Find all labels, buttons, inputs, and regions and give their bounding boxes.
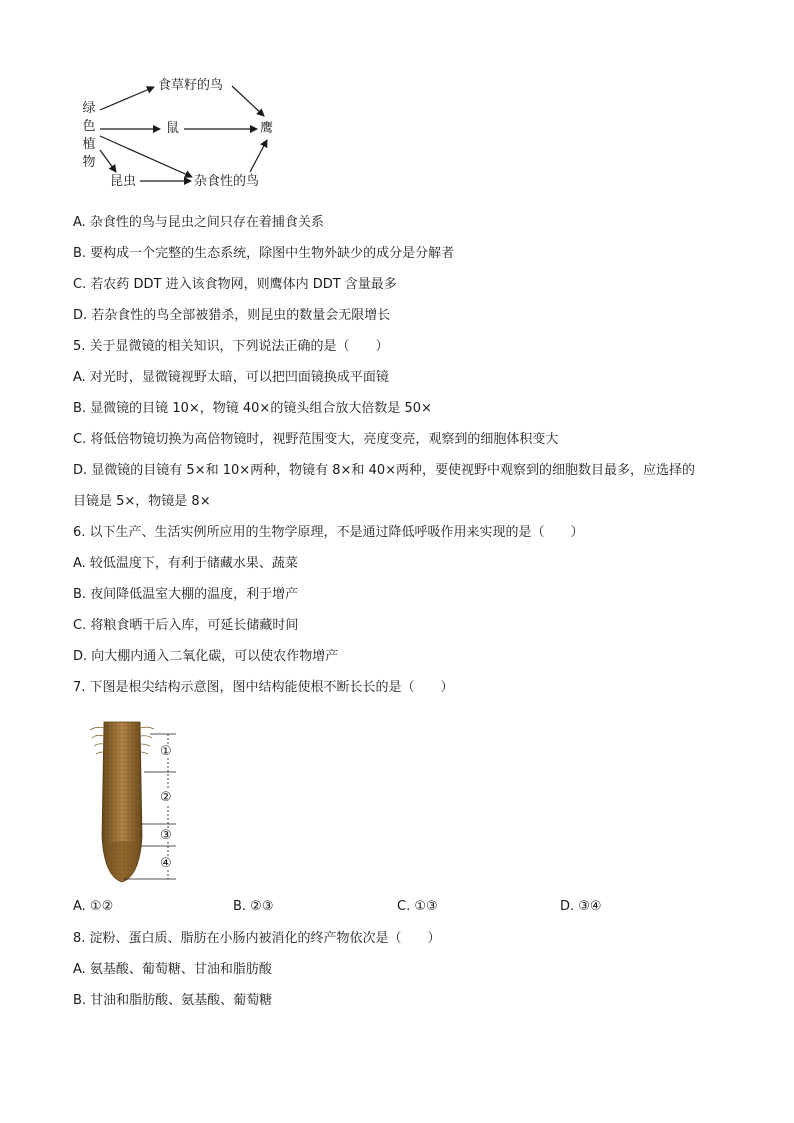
q6-option-c: C. 将粮食晒干后入库，可延长储藏时间 <box>73 618 299 633</box>
q7-option-a: A. ①② <box>73 899 114 914</box>
node-eagle: 鹰 <box>260 121 274 136</box>
food-web-diagram <box>70 74 300 196</box>
plant-char: 绿 <box>82 101 96 116</box>
q5-option-b: B. 显微镜的目镜 10×，物镜 40×的镜头组合放大倍数是 50× <box>73 401 432 416</box>
q7-option-b: B. ②③ <box>233 899 274 914</box>
q6-option-a: A. 较低温度下，有利于储藏水果、蔬菜 <box>73 556 298 571</box>
q5-stem: 5. 关于显微镜的相关知识，下列说法正确的是（ ） <box>73 339 389 354</box>
q4-option-b: B. 要构成一个完整的生态系统，除图中生物外缺少的成分是分解者 <box>73 246 455 261</box>
q5-option-c: C. 将低倍物镜切换为高倍物镜时，视野范围变大，亮度变亮，观察到的细胞体积变大 <box>73 432 559 447</box>
q7-option-c: C. ①③ <box>397 899 438 914</box>
q4-option-c: C. 若农药 DDT 进入该食物网，则鹰体内 DDT 含量最多 <box>73 277 397 292</box>
arrow-omnibird-to-eagle <box>250 140 267 172</box>
root-label-2: ② <box>160 790 172 805</box>
q4-option-a: A. 杂食性的鸟与昆虫之间只存在着捕食关系 <box>73 215 324 230</box>
arrow-plant-to-seedbird <box>100 87 154 110</box>
food-web-arrows <box>70 74 300 196</box>
q6-option-b: B. 夜间降低温室大棚的温度，利于增产 <box>73 587 299 602</box>
arrow-seedbird-to-eagle <box>232 86 264 116</box>
q6-stem: 6. 以下生产、生活实例所应用的生物学原理，不是通过降低呼吸作用来实现的是（ ） <box>73 525 584 540</box>
node-insect: 昆虫 <box>110 174 137 189</box>
node-mouse: 鼠 <box>166 121 180 136</box>
q5-option-d: D. 显微镜的目镜有 5×和 10×两种，物镜有 8×和 40×两种，要使视野中观察到的细胞数目最多，应选择的 <box>73 463 696 478</box>
root-tip-diagram <box>82 716 182 884</box>
plant-char: 色 <box>82 119 96 134</box>
q6-option-d: D. 向大棚内通入二氧化碳，可以使农作物增产 <box>73 649 339 664</box>
arrow-plant-to-insect <box>100 150 116 172</box>
q7-option-d: D. ③④ <box>560 899 602 914</box>
node-omnivore-bird: 杂食性的鸟 <box>194 174 260 189</box>
q8-option-a: A. 氨基酸、葡萄糖、甘油和脂肪酸 <box>73 962 272 977</box>
plant-char: 植 <box>82 137 96 152</box>
q7-options <box>73 899 713 917</box>
q8-stem: 8. 淀粉、蛋白质、脂肪在小肠内被消化的终产物依次是（ ） <box>73 931 441 946</box>
node-seed-bird: 食草籽的鸟 <box>158 78 224 93</box>
q8-option-b: B. 甘油和脂肪酸、氨基酸、葡萄糖 <box>73 993 273 1008</box>
root-label-4: ④ <box>160 856 172 871</box>
q5-option-d-cont: 目镜是 5×，物镜是 8× <box>73 494 211 509</box>
root-label-3: ③ <box>160 828 172 843</box>
q7-stem: 7. 下图是根尖结构示意图，图中结构能使根不断长长的是（ ） <box>73 680 454 695</box>
q4-option-d: D. 若杂食性的鸟全部被猎杀，则昆虫的数量会无限增长 <box>73 308 391 323</box>
arrow-plant-to-omnibird <box>100 136 192 177</box>
root-label-1: ① <box>160 744 172 759</box>
plant-char: 物 <box>82 155 96 170</box>
q5-option-a: A. 对光时，显微镜视野太暗，可以把凹面镜换成平面镜 <box>73 370 389 385</box>
